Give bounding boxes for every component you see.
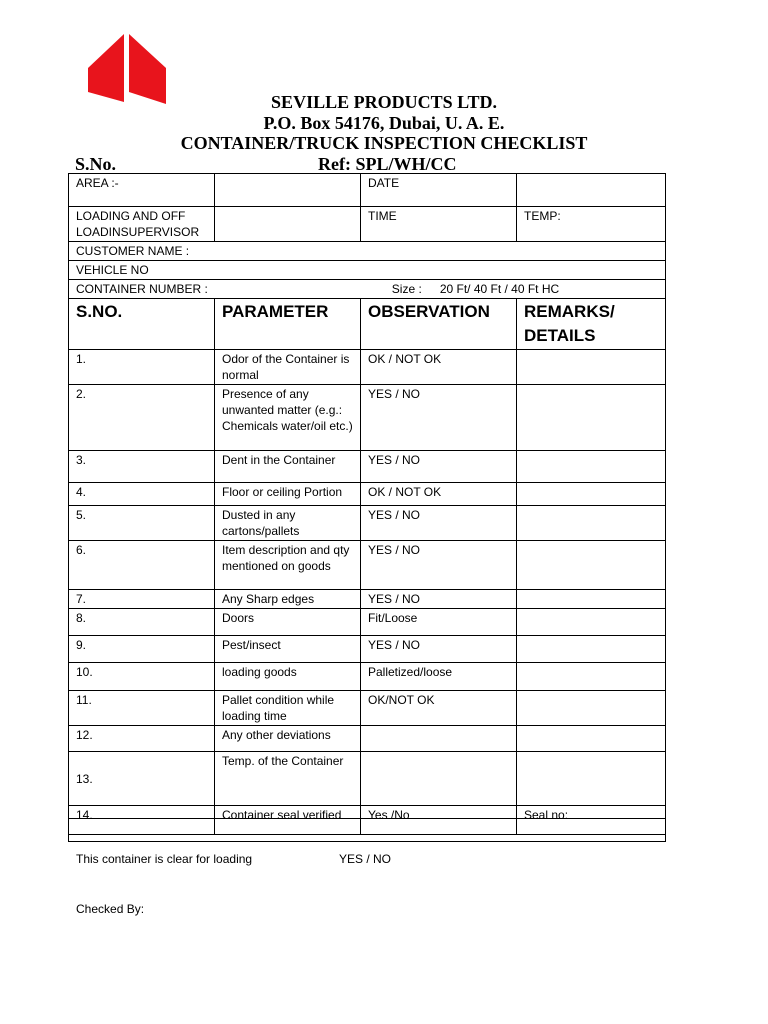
row-observation[interactable]: YES / NO	[361, 385, 517, 451]
row-remarks[interactable]	[517, 752, 666, 806]
row-number: 5.	[69, 506, 215, 541]
row-parameter: Pest/insect	[215, 636, 361, 663]
customer-name-label: CUSTOMER NAME :	[69, 242, 666, 261]
row-parameter: Pallet condition while loading time	[215, 691, 361, 726]
row-observation[interactable]: OK / NOT OK	[361, 483, 517, 506]
row-number: 12.	[69, 726, 215, 752]
row-parameter: Any other deviations	[215, 726, 361, 752]
reference-number: Ref: SPL/WH/CC	[318, 154, 457, 174]
table-row	[69, 590, 666, 609]
row-number: 11.	[69, 691, 215, 726]
row-remarks[interactable]	[517, 636, 666, 663]
blank-notes-box[interactable]	[68, 818, 666, 842]
row-observation[interactable]: Palletized/loose	[361, 663, 517, 691]
col-header-parameter: PARAMETER	[215, 299, 361, 350]
clear-for-loading-answer[interactable]: YES / NO	[339, 852, 392, 866]
row-parameter: Odor of the Container is normal	[215, 350, 361, 385]
row-observation[interactable]: OK/NOT OK	[361, 691, 517, 726]
table-row	[69, 691, 666, 726]
container-number-cell	[69, 280, 666, 299]
row-observation[interactable]: YES / NO	[361, 506, 517, 541]
clear-for-loading-label: This container is clear for loading	[76, 852, 253, 866]
info-row-area	[69, 174, 666, 207]
row-observation[interactable]: YES / NO	[361, 451, 517, 483]
date-label: DATE	[361, 174, 517, 207]
table-row	[69, 451, 666, 483]
info-row-container	[69, 280, 666, 299]
info-row-vehicle	[69, 261, 666, 280]
table-row	[69, 506, 666, 541]
row-number: 6.	[69, 541, 215, 590]
row-number: 8.	[69, 609, 215, 636]
row-parameter: Dent in the Container	[215, 451, 361, 483]
table-row	[69, 350, 666, 385]
row-parameter: Doors	[215, 609, 361, 636]
company-address: P.O. Box 54176, Dubai, U. A. E.	[263, 113, 505, 133]
container-number-label: CONTAINER NUMBER :	[76, 282, 208, 296]
document-title: CONTAINER/TRUCK INSPECTION CHECKLIST	[180, 133, 588, 153]
row-observation[interactable]: Fit/Loose	[361, 609, 517, 636]
table-row	[69, 385, 666, 451]
table-row	[69, 636, 666, 663]
date-field[interactable]	[517, 174, 666, 207]
row-remarks[interactable]	[517, 385, 666, 451]
row-parameter: loading goods	[215, 663, 361, 691]
row-remarks[interactable]	[517, 663, 666, 691]
table-row	[69, 609, 666, 636]
row-parameter: Presence of any unwanted matter (e.g.: Chemicals water/oil etc.)	[215, 385, 361, 451]
row-remarks[interactable]	[517, 350, 666, 385]
supervisor-field[interactable]	[215, 207, 361, 242]
row-remarks[interactable]	[517, 590, 666, 609]
col-header-observation: OBSERVATION	[361, 299, 517, 350]
area-field[interactable]	[215, 174, 361, 207]
row-remarks[interactable]	[517, 691, 666, 726]
row-remarks[interactable]: Seal no:	[517, 806, 666, 835]
info-row-supervisor	[69, 207, 666, 242]
row-observation[interactable]: YES / NO	[361, 541, 517, 590]
inspection-table	[68, 173, 666, 835]
row-observation[interactable]: OK / NOT OK	[361, 350, 517, 385]
table-row	[69, 483, 666, 506]
row-parameter: Container seal verified	[215, 806, 361, 835]
area-label: AREA :-	[69, 174, 215, 207]
row-observation[interactable]	[361, 752, 517, 806]
row-parameter: Item description and qty mentioned on goods	[215, 541, 361, 590]
row-remarks[interactable]	[517, 541, 666, 590]
row-parameter: Temp. of the Container	[215, 752, 361, 806]
column-header-row	[69, 299, 666, 350]
table-row	[69, 663, 666, 691]
table-row	[69, 726, 666, 752]
serial-number-label: S.No.	[75, 154, 117, 174]
table-row	[69, 752, 666, 806]
row-number: 4.	[69, 483, 215, 506]
row-parameter: Floor or ceiling Portion	[215, 483, 361, 506]
row-remarks[interactable]	[517, 451, 666, 483]
row-number: 14.	[69, 806, 215, 835]
time-label: TIME	[361, 207, 517, 242]
row-number: 2.	[69, 385, 215, 451]
row-remarks[interactable]	[517, 483, 666, 506]
size-options: 20 Ft/ 40 Ft / 40 Ft HC	[439, 282, 560, 296]
row-number: 1.	[69, 350, 215, 385]
vehicle-number-label: VEHICLE NO	[69, 261, 666, 280]
col-header-remarks: REMARKS/ DETAILS	[517, 299, 666, 350]
size-label: Size :	[391, 282, 422, 296]
row-parameter: Any Sharp edges	[215, 590, 361, 609]
row-remarks[interactable]	[517, 609, 666, 636]
row-remarks[interactable]	[517, 506, 666, 541]
checked-by-label: Checked By:	[76, 902, 145, 916]
row-remarks[interactable]	[517, 726, 666, 752]
info-row-customer	[69, 242, 666, 261]
supervisor-label: LOADING AND OFF LOADINSUPERVISOR	[69, 207, 215, 242]
row-number: 7.	[69, 590, 215, 609]
row-number: 10.	[69, 663, 215, 691]
col-header-sno: S.NO.	[69, 299, 215, 350]
row-observation[interactable]: Yes /No	[361, 806, 517, 835]
row-observation[interactable]	[361, 726, 517, 752]
table-row	[69, 541, 666, 590]
row-number: 9.	[69, 636, 215, 663]
row-observation[interactable]: YES / NO	[361, 636, 517, 663]
company-name: SEVILLE PRODUCTS LTD.	[271, 92, 497, 112]
row-observation[interactable]: YES / NO	[361, 590, 517, 609]
row-number: 3.	[69, 451, 215, 483]
row-number: 13.	[69, 752, 215, 806]
temp-label: TEMP:	[517, 207, 666, 242]
row-parameter: Dusted in any cartons/pallets	[215, 506, 361, 541]
